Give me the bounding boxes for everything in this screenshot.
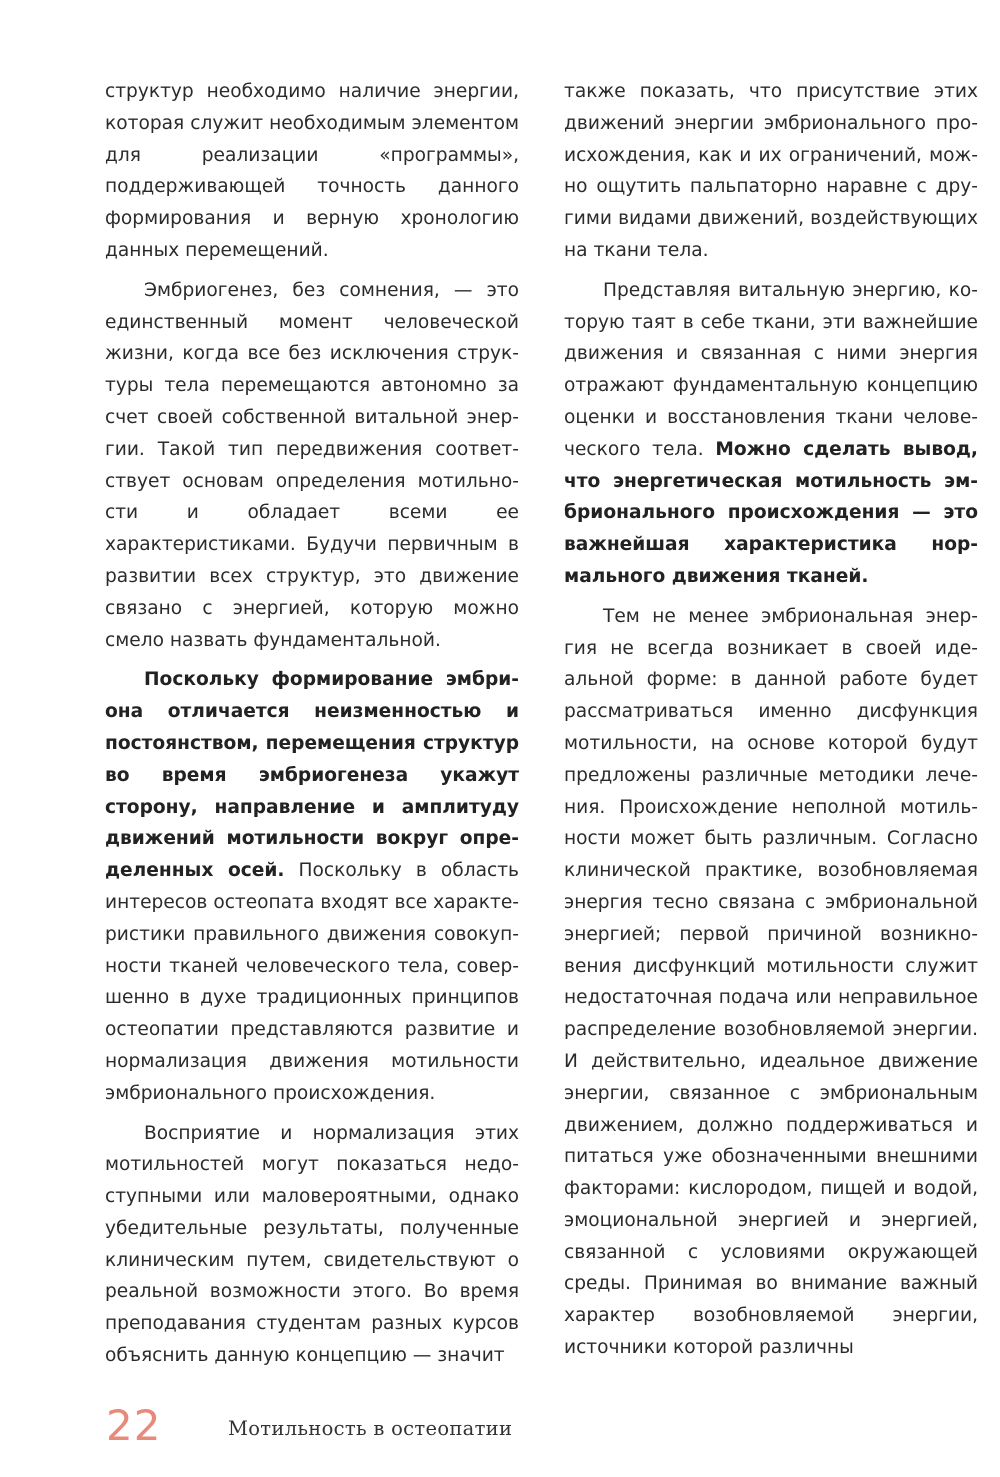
paragraph-text: также показать, что присутствие этих движений энергии эмбрионального происхождения, как и их ограничений, можно ощутить пальпаторно наравне с другими видами движений, воздействующих на ткани тела.	[564, 81, 978, 261]
page-number: 22	[106, 1401, 162, 1450]
paragraph	[105, 1118, 519, 1372]
paragraph-text: Представляя витальную энергию, которую таят в себе ткани, эти важнейшие движения и связанная с ними энергия отражают фундаментальную концепцию оценки и восстановления ткани человеческого тела.	[564, 279, 978, 460]
paragraph-text: Эмбриогенез, без сомнения, — это единственный момент человеческой жизни, когда все без исключения структуры тела перемещаются автономно за счет своей собственной витальной энергии. Такой тип передвижения соответствует основам определения мотильности и обладает всеми ее характеристиками. Будучи первичным в развитии всех структур, это движение связано с энергией, которую можно смело назвать фундаментальной.	[105, 279, 519, 651]
paragraph	[564, 76, 978, 267]
paragraph-text: Тем не менее эмбриональная энергия не всегда возникает в своей идеальной форме: в данной работе будет рассматриваться именно дисфункция мотильности, на основе которой будут предложены различные методики лечения. Происхождение неполной мотильности может быть различным. Согласно клинической практике, возобновляемая энергия тесно связана с эмбриональной энергией; первой причиной возникновения дисфункций мотильности служит недостаточная подача или неправильное распределение возобновляемой энергии. И действительно, идеальное движение энергии, связанное с эмбриональным движением, должно поддерживаться и питаться уже обозначенными внешними факторами: кислородом, пищей и водой, эмоциональной энергией и энергией, связанной с условиями окружающей среды. Принимая во внимание важный характер возобновляемой энергии, источники которой различны	[564, 605, 978, 1359]
left-column	[105, 76, 519, 1372]
paragraph-text: структур необходимо наличие энергии, которая служит необходимым элементом для реализации «программы», поддерживающей точность данного формирования и верную хронологию данных перемещений.	[105, 81, 519, 261]
paragraph-text: Поскольку в область интересов остеопата входят все характеристики правильного движения совокупности тканей человеческого тела, совершенно в духе традиционных принципов остеопатии представляются развитие и нормализация движения мотильности эмбрионального происхождения.	[105, 860, 519, 1104]
bold-statement: Можно сделать вывод, что энергетическая мотильность эмбрионального происхождения — это важнейшая характеристика нормального движения тканей.	[564, 438, 978, 587]
paragraph	[105, 76, 519, 267]
paragraph	[564, 601, 978, 1364]
paragraph	[105, 275, 519, 657]
paragraph-text: Восприятие и нормализация этих мотильностей могут показаться недоступными или маловероятными, однако убедительные результаты, полученные клиническим путем, свидетельствуют о реальной возможности этого. Во время преподавания студентам разных курсов объяснить данную концепцию — значит	[105, 1122, 519, 1367]
paragraph	[105, 664, 519, 1109]
paragraph	[564, 275, 978, 593]
right-column	[564, 76, 978, 1364]
running-title: Мотильность в остеопатии	[228, 1417, 513, 1440]
bold-statement: Поскольку формирование эмбриона отличается неизменностью и постоянством, перемещения структур во время эмбриогенеза укажут сторону, направление и амплитуду движений мотильности вокруг определенных осей.	[105, 669, 519, 882]
